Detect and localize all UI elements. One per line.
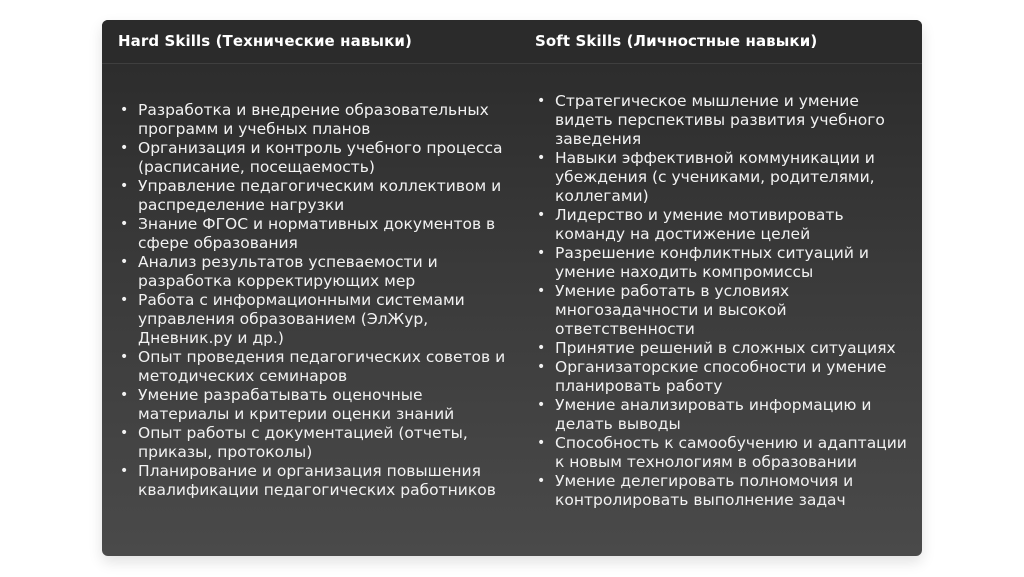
list-item	[118, 177, 513, 215]
bullet-icon: •	[120, 216, 129, 232]
bullet-icon: •	[120, 102, 129, 118]
bullet-icon: •	[537, 245, 546, 261]
list-item-text: Работа с информационными системами управления образованием (ЭлЖур, Дневник.ру и др.)	[138, 291, 465, 347]
bullet-icon: •	[537, 283, 546, 299]
list-item-text: Умение работать в условиях многозадачности и высокой ответственности	[555, 282, 790, 338]
bullet-icon: •	[537, 473, 546, 489]
list-item-text: Организация и контроль учебного процесса (расписание, посещаемость)	[138, 139, 503, 176]
list-item-text: Опыт проведения педагогических советов и методических семинаров	[138, 348, 506, 385]
hard-skills-list	[118, 101, 513, 500]
list-item-text: Планирование и организация повышения квалификации педагогических работников	[138, 462, 496, 499]
list-item	[535, 206, 915, 244]
list-item-text: Умение анализировать информацию и делать выводы	[555, 396, 872, 433]
list-item-text: Умение делегировать полномочия и контролировать выполнение задач	[555, 472, 854, 509]
list-item	[118, 253, 513, 291]
list-item	[535, 282, 915, 339]
list-item-text: Организаторские способности и умение планировать работу	[555, 358, 887, 395]
bullet-icon: •	[120, 178, 129, 194]
soft-skills-list	[535, 92, 915, 510]
list-item-text: Стратегическое мышление и умение видеть перспективы развития учебного заведения	[555, 92, 885, 148]
list-item	[535, 472, 915, 510]
list-item-text: Разрешение конфликтных ситуаций и умение находить компромиссы	[555, 244, 869, 281]
list-item-text: Лидерство и умение мотивировать команду на достижение целей	[555, 206, 844, 243]
list-item-text: Умение разрабатывать оценочные материалы и критерии оценки знаний	[138, 386, 455, 423]
list-item-text: Принятие решений в сложных ситуациях	[555, 339, 896, 357]
list-item	[535, 358, 915, 396]
list-item	[535, 149, 915, 206]
list-item	[535, 434, 915, 472]
list-item-text: Способность к самообучению и адаптации к новым технологиям в образовании	[555, 434, 907, 471]
bullet-icon: •	[120, 425, 129, 441]
list-item-text: Разработка и внедрение образовательных программ и учебных планов	[138, 101, 489, 138]
bullet-icon: •	[537, 340, 546, 356]
soft-skills-heading: Soft Skills (Личностные навыки)	[535, 32, 818, 50]
list-item	[535, 396, 915, 434]
table-header	[102, 20, 922, 64]
list-item	[118, 101, 513, 139]
bullet-icon: •	[537, 93, 546, 109]
list-item	[118, 386, 513, 424]
list-item	[118, 215, 513, 253]
hard-skills-heading: Hard Skills (Технические навыки)	[118, 32, 412, 50]
list-item-text: Опыт работы с документацией (отчеты, приказы, протоколы)	[138, 424, 468, 461]
bullet-icon: •	[120, 140, 129, 156]
bullet-icon: •	[120, 292, 129, 308]
bullet-icon: •	[120, 254, 129, 270]
list-item	[535, 244, 915, 282]
list-item	[535, 92, 915, 149]
list-item-text: Навыки эффективной коммуникации и убеждения (с учениками, родителями, коллегами)	[555, 149, 875, 205]
list-item-text: Знание ФГОС и нормативных документов в сфере образования	[138, 215, 496, 252]
list-item-text: Управление педагогическим коллективом и распределение нагрузки	[138, 177, 502, 214]
list-item	[118, 291, 513, 348]
list-item-text: Анализ результатов успеваемости и разработка корректирующих мер	[138, 253, 438, 290]
list-item	[118, 424, 513, 462]
bullet-icon: •	[120, 349, 129, 365]
bullet-icon: •	[537, 435, 546, 451]
bullet-icon: •	[120, 387, 129, 403]
list-item	[535, 339, 915, 358]
bullet-icon: •	[537, 397, 546, 413]
bullet-icon: •	[537, 207, 546, 223]
list-item	[118, 462, 513, 500]
bullet-icon: •	[537, 359, 546, 375]
bullet-icon: •	[537, 150, 546, 166]
skills-table	[102, 20, 922, 556]
bullet-icon: •	[120, 463, 129, 479]
list-item	[118, 139, 513, 177]
list-item	[118, 348, 513, 386]
